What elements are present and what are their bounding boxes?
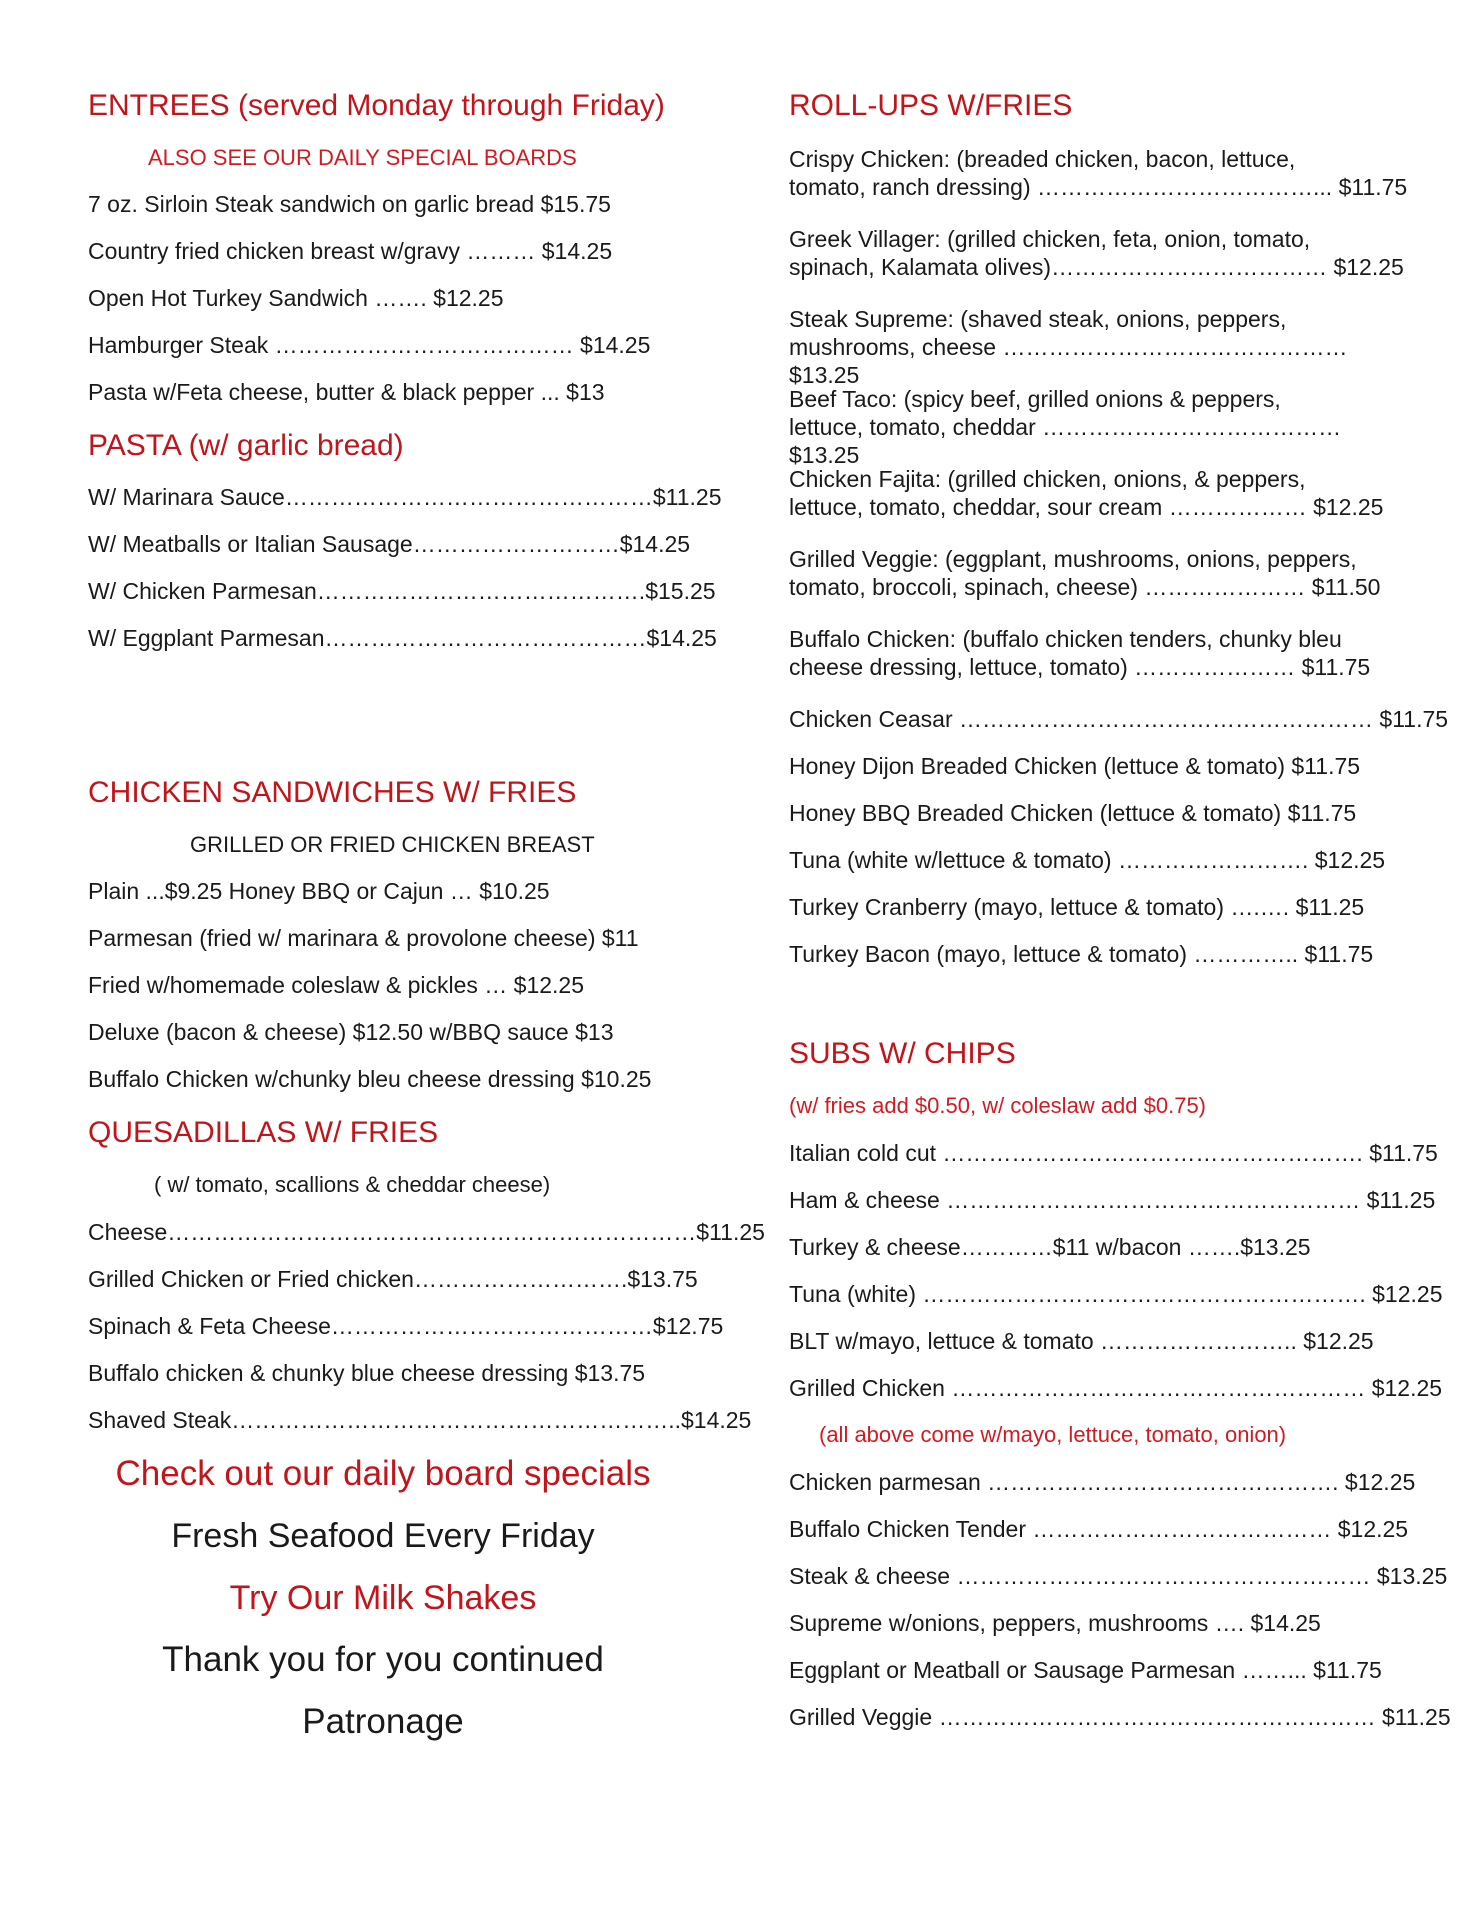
sub-item: Tuna (white) …………………………………………………. $12.25 bbox=[789, 1281, 1443, 1307]
rollup-item bbox=[789, 145, 1409, 201]
rollup-item-line: Buffalo Chicken: (buffalo chicken tenders, chunky bleu bbox=[789, 626, 1342, 652]
sub-item: Ham & cheese ……………………………………………… $11.25 bbox=[789, 1187, 1436, 1213]
chicken-sandwiches-heading: CHICKEN SANDWICHES W/ FRIES bbox=[88, 776, 577, 809]
closing-milk-shakes: Try Our Milk Shakes bbox=[229, 1579, 537, 1617]
chicken-sandwich-item: Plain ...$9.25 Honey BBQ or Cajun … $10.25 bbox=[88, 878, 550, 904]
rollup-single-item: Tuna (white w/lettuce & tomato) ……………………. $12.25 bbox=[789, 847, 1386, 873]
quesadilla-item: Cheese……………………………………………………………$11.25 bbox=[88, 1219, 765, 1245]
quesadilla-item: Shaved Steak…………………………………………………..$14.25 bbox=[88, 1407, 752, 1433]
rollup-item bbox=[789, 225, 1409, 281]
rollup-item bbox=[789, 385, 1409, 469]
rollup-item bbox=[789, 305, 1409, 389]
closing-seafood: Fresh Seafood Every Friday bbox=[171, 1517, 595, 1555]
sub-item: Turkey & cheese…………$11 w/bacon …….$13.25 bbox=[789, 1234, 1311, 1260]
rollup-single-item: Turkey Cranberry (mayo, lettuce & tomato) ….…. $11.25 bbox=[789, 894, 1365, 920]
quesadilla-item: Spinach & Feta Cheese……………………………………$12.75 bbox=[88, 1313, 724, 1339]
rollup-single-item: Turkey Bacon (mayo, lettuce & tomato) ………….. $11.75 bbox=[789, 941, 1374, 967]
chicken-sandwiches-note: GRILLED OR FRIED CHICKEN BREAST bbox=[190, 832, 595, 857]
rollup-single-item: Chicken Ceasar ……………………………………………… $11.75 bbox=[789, 706, 1449, 732]
rollup-item-line: cheese dressing, lettuce, tomato) ………………… $11.75 bbox=[789, 654, 1371, 680]
rollup-item bbox=[789, 545, 1409, 601]
rollup-item-line: Crispy Chicken: (breaded chicken, bacon, lettuce, bbox=[789, 146, 1296, 172]
entree-item: Hamburger Steak ………………………………… $14.25 bbox=[88, 332, 651, 358]
sub-item: Grilled Chicken ……………………………………………… $12.25 bbox=[789, 1375, 1443, 1401]
chicken-sandwich-item: Parmesan (fried w/ marinara & provolone cheese) $11 bbox=[88, 925, 639, 951]
subs-note: (w/ fries add $0.50, w/ coleslaw add $0.75) bbox=[789, 1093, 1207, 1118]
rollup-item-line: Greek Villager: (grilled chicken, feta, onion, tomato, bbox=[789, 226, 1311, 252]
entree-item: Pasta w/Feta cheese, butter & black pepper ... $13 bbox=[88, 379, 605, 405]
rollup-single-item: Honey Dijon Breaded Chicken (lettuce & tomato) $11.75 bbox=[789, 753, 1361, 779]
rollup-item-line: Grilled Veggie: (eggplant, mushrooms, onions, peppers, bbox=[789, 546, 1357, 572]
closing-daily-specials: Check out our daily board specials bbox=[115, 1454, 651, 1493]
closing-thank-you: Thank you for you continued bbox=[162, 1640, 604, 1679]
sub-item: Italian cold cut ………………………………………………. $11.75 bbox=[789, 1140, 1438, 1166]
sub-item: BLT w/mayo, lettuce & tomato …………………….. $12.25 bbox=[789, 1328, 1374, 1354]
entree-item: 7 oz. Sirloin Steak sandwich on garlic bread $15.75 bbox=[88, 191, 611, 217]
sub-item: Grilled Veggie ………………………………………………… $11.25 bbox=[789, 1704, 1451, 1730]
pasta-item: W/ Eggplant Parmesan……………………………………$14.25 bbox=[88, 625, 717, 651]
entree-item: Open Hot Turkey Sandwich ……. $12.25 bbox=[88, 285, 504, 311]
sub-item: Eggplant or Meatball or Sausage Parmesan ……... $11.75 bbox=[789, 1657, 1382, 1683]
entrees-heading: ENTREES (served Monday through Friday) bbox=[88, 89, 665, 122]
sub-item: Chicken parmesan ………………………………………. $12.25 bbox=[789, 1469, 1416, 1495]
pasta-item: W/ Meatballs or Italian Sausage………………………$14.25 bbox=[88, 531, 691, 557]
sub-item: Steak & cheese ……………………………………………… $13.25 bbox=[789, 1563, 1448, 1589]
subs-heading: SUBS W/ CHIPS bbox=[789, 1037, 1016, 1070]
rollup-item-line: lettuce, tomato, cheddar, sour cream ……………… $12.25 bbox=[789, 494, 1384, 520]
rollup-item bbox=[789, 465, 1409, 521]
quesadillas-note: ( w/ tomato, scallions & cheddar cheese) bbox=[154, 1172, 551, 1197]
rollup-item-line: spinach, Kalamata olives)……………………………… $12.25 bbox=[789, 254, 1404, 280]
rollup-item-line: tomato, broccoli, spinach, cheese) ………………… $11.50 bbox=[789, 574, 1381, 600]
rollup-item bbox=[789, 625, 1409, 681]
rollups-heading: ROLL-UPS W/FRIES bbox=[789, 89, 1073, 122]
rollup-item-line: tomato, ranch dressing) ………………………………... $11.75 bbox=[789, 174, 1408, 200]
rollup-item-line: Steak Supreme: (shaved steak, onions, peppers, bbox=[789, 306, 1287, 332]
quesadilla-item: Buffalo chicken & chunky blue cheese dressing $13.75 bbox=[88, 1360, 646, 1386]
rollup-item-line: mushrooms, cheese ……………………………………… $13.25 bbox=[789, 334, 1348, 388]
rollup-item-line: Beef Taco: (spicy beef, grilled onions & peppers, bbox=[789, 386, 1281, 412]
chicken-sandwich-item: Deluxe (bacon & cheese) $12.50 w/BBQ sauce $13 bbox=[88, 1019, 614, 1045]
pasta-heading: PASTA (w/ garlic bread) bbox=[88, 429, 404, 462]
pasta-item: W/ Marinara Sauce…………………………………………$11.25 bbox=[88, 484, 722, 510]
chicken-sandwich-item: Buffalo Chicken w/chunky bleu cheese dressing $10.25 bbox=[88, 1066, 652, 1092]
closing-patronage: Patronage bbox=[302, 1702, 464, 1741]
sub-item: Supreme w/onions, peppers, mushrooms …. $14.25 bbox=[789, 1610, 1321, 1636]
entrees-note: ALSO SEE OUR DAILY SPECIAL BOARDS bbox=[148, 145, 577, 170]
pasta-item: W/ Chicken Parmesan…………………………………….$15.25 bbox=[88, 578, 716, 604]
rollup-item-line: Chicken Fajita: (grilled chicken, onions, & peppers, bbox=[789, 466, 1306, 492]
sub-item: Buffalo Chicken Tender ………………………………… $12.25 bbox=[789, 1516, 1409, 1542]
subs-note-toppings: (all above come w/mayo, lettuce, tomato, onion) bbox=[819, 1422, 1287, 1447]
quesadilla-item: Grilled Chicken or Fried chicken……………………….$13.75 bbox=[88, 1266, 698, 1292]
quesadillas-heading: QUESADILLAS W/ FRIES bbox=[88, 1116, 439, 1149]
rollup-single-item: Honey BBQ Breaded Chicken (lettuce & tomato) $11.75 bbox=[789, 800, 1357, 826]
rollup-item-line: lettuce, tomato, cheddar ………………………………… $13.25 bbox=[789, 414, 1342, 468]
chicken-sandwich-item: Fried w/homemade coleslaw & pickles … $12.25 bbox=[88, 972, 585, 998]
entree-item: Country fried chicken breast w/gravy ……… $14.25 bbox=[88, 238, 613, 264]
